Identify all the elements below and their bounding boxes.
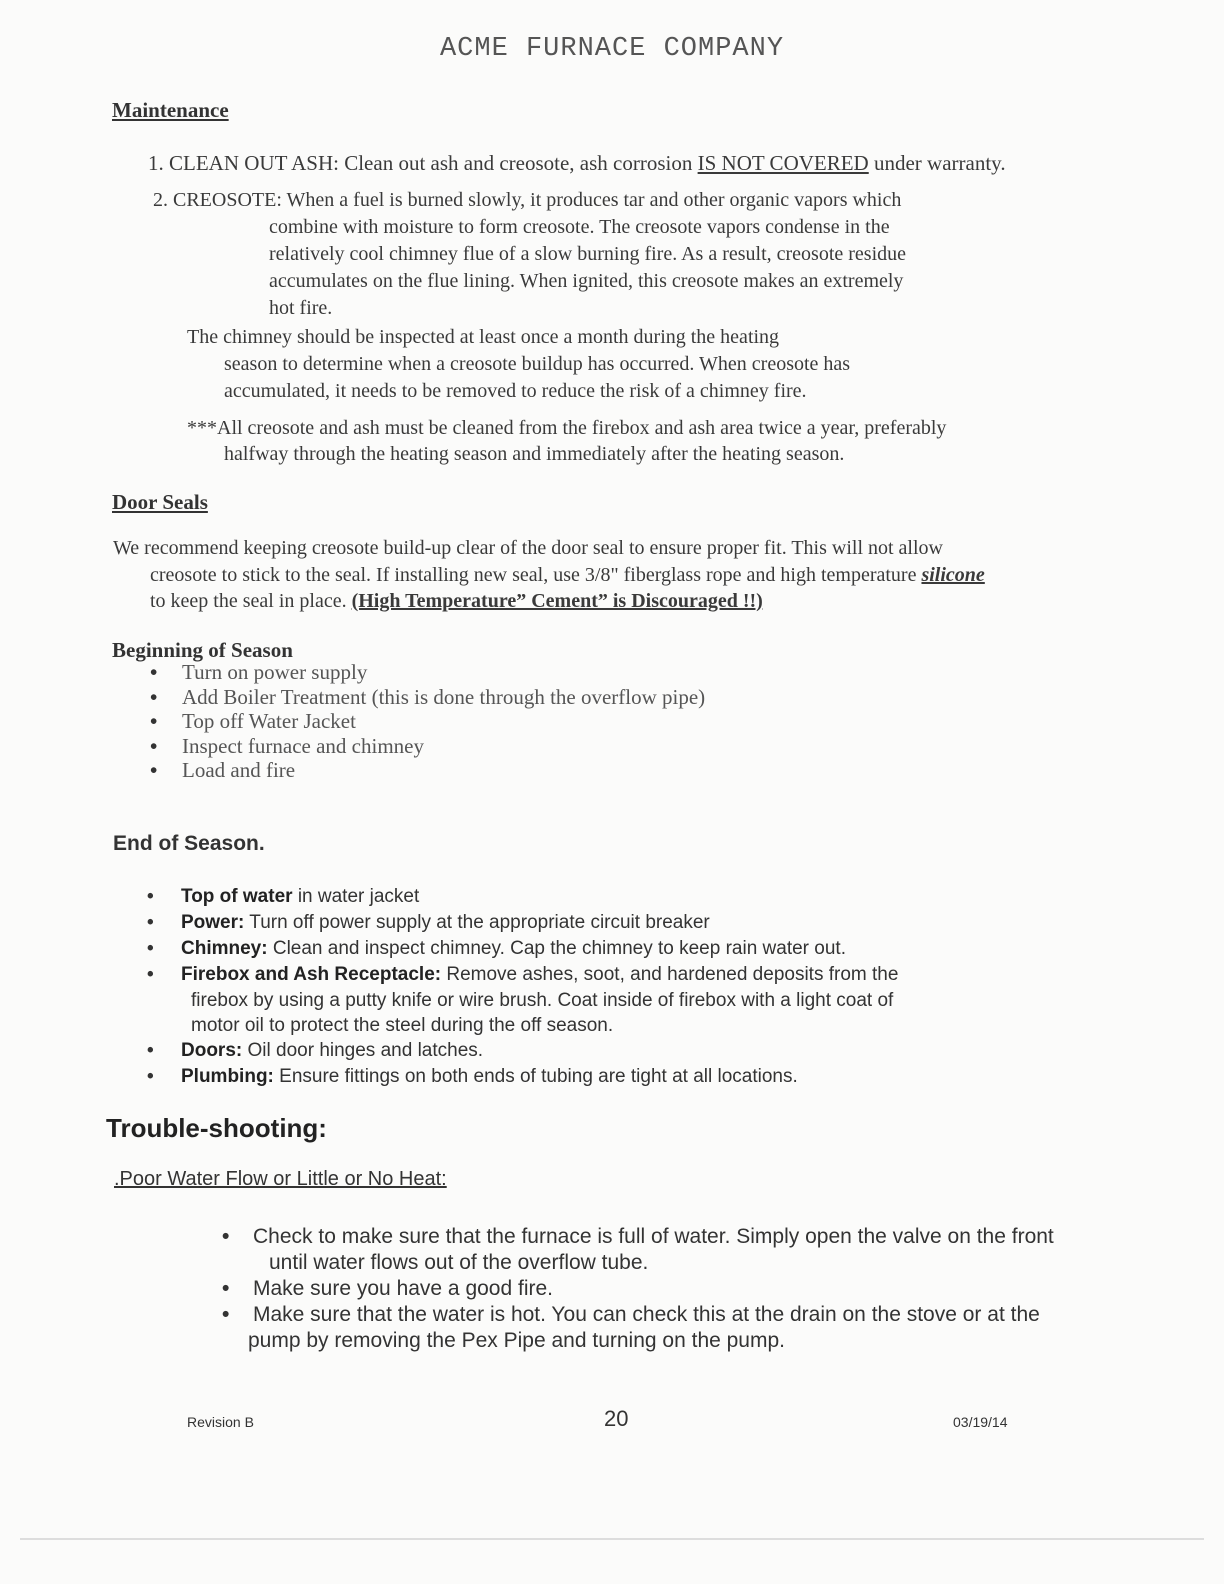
maintenance-item-1 (148, 151, 1006, 176)
cleaning-note-line-2: halfway through the heating season and immediately after the heating season. (224, 443, 845, 465)
list-item (147, 962, 898, 1038)
door-seals-line-3 (150, 590, 763, 613)
item-label: Power: (181, 912, 245, 933)
creosote-line-3: relatively cool chimney flue of a slow burning fire. As a result, creosote residue (269, 243, 907, 265)
page-number: 20 (604, 1406, 629, 1431)
list-item (147, 910, 898, 936)
scan-edge-line (20, 1538, 1204, 1540)
door-seals-line-1: We recommend keeping creosote build-up clear of the door seal to ensure proper fit. This will not allow (113, 537, 943, 559)
list-item (147, 884, 898, 910)
item-text: Turn off power supply at the appropriate circuit breaker (244, 912, 710, 933)
poor-water-flow-heading: .Poor Water Flow or Little or No Heat: (114, 1168, 447, 1190)
item-text: Remove ashes, soot, and hardened deposits from the (441, 964, 899, 985)
item-continuation: pump by removing the Pex Pipe and turning on the pump. (248, 1329, 785, 1352)
list-item: • Turn on power supply (150, 660, 705, 685)
item-text: Make sure you have a good fire. (253, 1277, 554, 1300)
item-text: Oil door hinges and latches. (242, 1040, 484, 1061)
creosote-line-4: accumulates on the flue lining. When ignited, this creosote makes an extremely (269, 270, 904, 292)
item-text: Ensure fittings on both ends of tubing are tight at all locations. (273, 1066, 798, 1087)
troubleshooting-list (222, 1224, 1054, 1354)
creosote-line-5: hot fire. (269, 297, 333, 319)
end-season-heading: End of Season. (113, 832, 265, 855)
item-continuation: firebox by using a putty knife or wire brush. Coat inside of firebox with a light coat of (191, 990, 894, 1011)
item-label: Top of water (181, 886, 293, 907)
inspect-line-3: accumulated, it needs to be removed to reduce the risk of a chimney fire. (224, 380, 807, 402)
troubleshooting-heading: Trouble-shooting: (106, 1113, 327, 1143)
item-text: Check to make sure that the furnace is full of water. Simply open the valve on the front (253, 1225, 1054, 1248)
item-continuation: motor oil to protect the steel during the off season. (191, 1015, 614, 1036)
list-item: • Load and fire (150, 758, 705, 783)
item-text: Clean and inspect chimney. Cap the chimney to keep rain water out. (267, 938, 846, 959)
list-item (147, 1064, 898, 1090)
list-item (222, 1276, 1054, 1302)
silicone-emphasis: silicone (921, 564, 985, 586)
beginning-season-heading: Beginning of Season (112, 638, 293, 662)
company-title: ACME FURNACE COMPANY (439, 34, 785, 64)
door-seals-line-3-text: to keep the seal in place. (150, 590, 352, 612)
item-1-after: under warranty. (868, 151, 1006, 175)
inspect-line-1: The chimney should be inspected at least once a month during the heating (187, 326, 780, 348)
list-item: • Inspect furnace and chimney (150, 734, 705, 759)
door-seals-line-2 (150, 564, 985, 587)
maintenance-heading: Maintenance (112, 98, 229, 122)
item-1-text: CLEAN OUT ASH: Clean out ash and creosote, ash corrosion (169, 151, 698, 175)
item-text: Make sure that the water is hot. You can check this at the drain on the stove or at the (253, 1303, 1040, 1326)
item-label: Chimney: (181, 938, 268, 959)
item-continuation: until water flows out of the overflow tube. (269, 1251, 649, 1274)
creosote-line-2: combine with moisture to form creosote. The creosote vapors condense in the (269, 216, 890, 238)
item-label: Doors: (181, 1040, 243, 1061)
door-seals-heading: Door Seals (112, 490, 208, 514)
item-label: Plumbing: (181, 1066, 274, 1087)
item-1-number: 1. (148, 151, 164, 175)
end-season-list (147, 884, 898, 1090)
revision-label: Revision B (187, 1414, 254, 1430)
list-item (147, 1038, 898, 1064)
creosote-line-1: 2. CREOSOTE: When a fuel is burned slowly, it produces tar and other organic vapors which (153, 189, 902, 211)
list-item (222, 1224, 1054, 1276)
list-item (147, 936, 898, 962)
not-covered-text: IS NOT COVERED (697, 151, 869, 175)
cement-warning: (High Temperature” Cement” is Discouraged !!) (351, 590, 763, 612)
door-seals-line-2-text: creosote to stick to the seal. If installing new seal, use 3/8" fiberglass rope and high temperature (150, 564, 922, 586)
list-item: • Add Boiler Treatment (this is done through the overflow pipe) (150, 685, 705, 710)
inspect-line-2: season to determine when a creosote buildup has occurred. When creosote has (224, 353, 851, 375)
list-item (222, 1302, 1054, 1354)
list-item: • Top off Water Jacket (150, 709, 705, 734)
item-text: in water jacket (292, 886, 420, 907)
revision-date: 03/19/14 (953, 1414, 1008, 1430)
cleaning-note-line-1: ***All creosote and ash must be cleaned from the firebox and ash area twice a year, preferably (187, 417, 947, 439)
beginning-season-list (150, 660, 705, 783)
item-label: Firebox and Ash Receptacle: (181, 964, 442, 985)
